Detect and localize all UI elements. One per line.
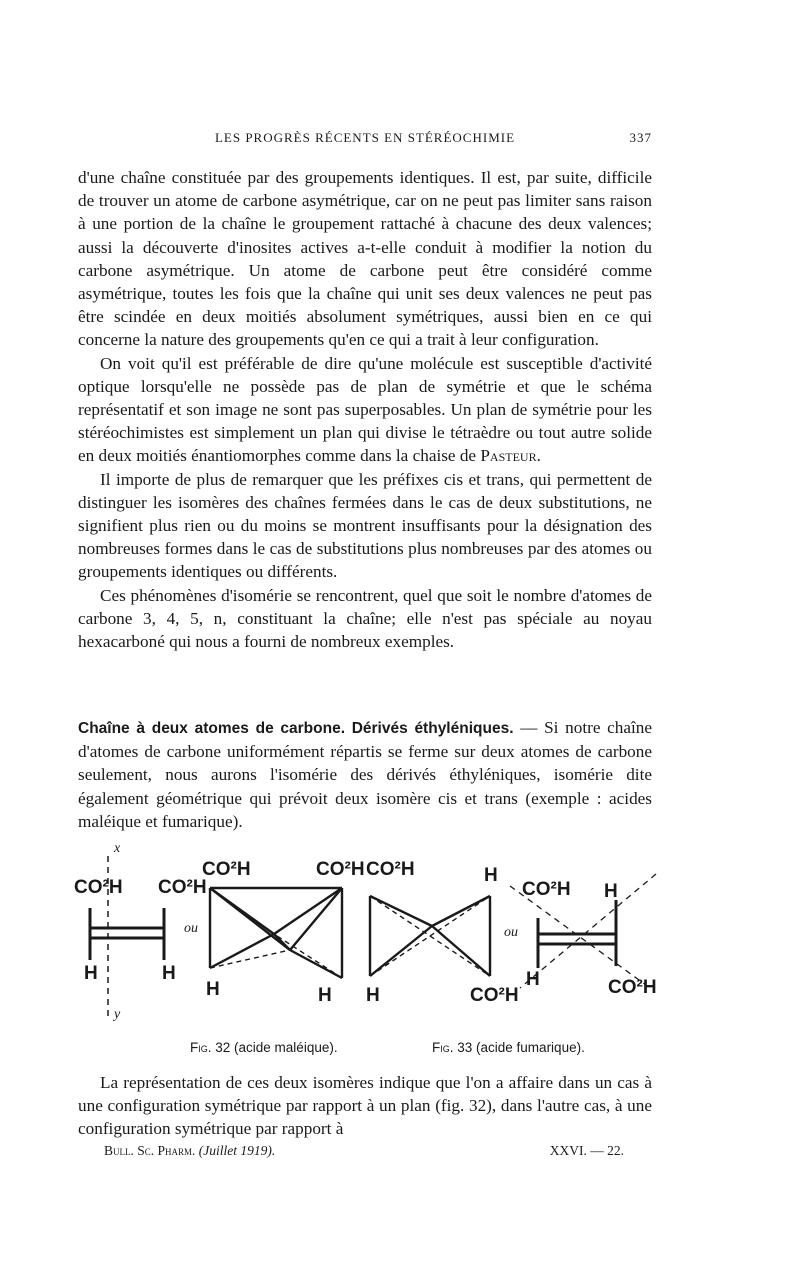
axis-label-top: x: [114, 841, 121, 856]
fig32-tetrahedra: [210, 888, 342, 978]
fig32-tetra-h-right: H: [318, 985, 332, 1006]
fig32-right-co2h: CO²H: [158, 877, 207, 898]
closing-text: [78, 1071, 652, 1141]
edge: [210, 934, 274, 968]
fig33-tetra-co2h-bottom: CO²H: [470, 985, 519, 1006]
fig33-planar-h-top: H: [604, 881, 618, 902]
edge: [290, 950, 342, 978]
fig33-tetra-h-top: H: [484, 865, 498, 886]
fig33-planar-h-bottom: H: [526, 969, 540, 990]
footer-journal: Bull. Sc. Pharm.: [104, 1143, 196, 1158]
edge: [210, 888, 290, 950]
paragraph-3: Il importe de plus de remarquer que les préfixes cis et trans, qui permettent de distinguer les isomères des chaînes fermées dans le cas de deux substitutions, ne signifient plus rien ou du moins se montrent insuffisants pour la désignation des nombreuses formes dans le cas de substitutions plus nombreuses par des atomes ou groupements identiques ou différents.: [78, 469, 652, 582]
fig33-ou: ou: [504, 925, 518, 940]
fig33-tetra-h-bottom: H: [366, 985, 380, 1006]
fig32-tetra-h-left: H: [206, 979, 220, 1000]
section-paragraph: [78, 716, 652, 833]
fig32-caption: [190, 1040, 338, 1055]
footer-date: (Juillet 1919).: [198, 1143, 276, 1158]
fig32-ou: ou: [184, 921, 198, 936]
fig33-planar-co2h-top: CO²H: [522, 879, 571, 900]
hidden-edge: [210, 950, 290, 968]
axis-label-bottom: y: [114, 1007, 121, 1022]
section-text: — Si notre chaîne d'atomes de carbone uniformément répartis se ferme sur deux atomes de carbone seulement, nous aurons l'isomérie des dérivés éthyléniques, isomérie dite également géométrique qui prévoit deux isomère cis et trans (exemple : acides maléique et fumarique).: [78, 718, 652, 831]
fig32-tetra-co2h-right: CO²H: [316, 859, 365, 880]
edge: [370, 896, 432, 926]
fig33-caption-text: 33 (acide fumarique).: [457, 1040, 585, 1055]
fig32-caption-text: 32 (acide maléique).: [215, 1040, 338, 1055]
fig33-tetra-co2h-top: CO²H: [366, 859, 415, 880]
fig32-tetra-co2h-left: CO²H: [202, 859, 251, 880]
fig32-caption-prefix: Fig.: [190, 1040, 212, 1055]
edge: [432, 896, 490, 926]
closing-paragraph: La représentation de ces deux isomères indique que l'on a affaire dans un cas à une configuration symétrique par rapport à un plan (fig. 32), dans l'autre cas, à une configuration symétrique par rapport à: [78, 1073, 652, 1139]
fig32-left-h: H: [84, 963, 98, 984]
fig32-right-h: H: [162, 963, 176, 984]
section-heading: Chaîne à deux atomes de carbone. Dérivés éthyléniques.: [78, 720, 514, 737]
running-head: [78, 130, 652, 150]
edge: [370, 926, 432, 976]
section-ethylenic: [78, 716, 652, 833]
fig33-caption: [432, 1040, 585, 1055]
pasteur-name: Pasteur.: [480, 446, 541, 466]
body-text: [78, 166, 652, 653]
paragraph-4: Ces phénomènes d'isomérie se rencontrent, quel que soit le nombre d'atomes de carbone 3, 4, 5, n, constituant la chaîne; elle n'est pas spéciale au noyau hexacarboné qui nous a fourni de nombreux exemples.: [78, 585, 652, 652]
fig32-left-co2h: CO²H: [74, 877, 123, 898]
running-title: LES PROGRÈS RÉCENTS EN STÉRÉOCHIMIE: [214, 130, 516, 145]
fig33-caption-prefix: Fig.: [432, 1040, 454, 1055]
fig33-planar-co2h-bottom: CO²H: [608, 977, 657, 998]
footer-citation: [104, 1143, 275, 1159]
paragraph-1: d'une chaîne constituée par des groupements identiques. Il est, par suite, difficile de trouver un atome de carbone asymétrique, car on ne peut pas limiter sans raison à une portion de la chaîne le groupement rattaché à chacune des deux valences; aussi la découverte d'inosites actives a-t-elle conduit à modifier la notion du carbone asymétrique. Un atome de carbone peut être considéré comme asymétrique, toutes les fois que la chaîne qui unit ses deux valences ne peut pas être scindée en deux moitiés absolument symétriques, aussi bien en ce qui concerne la nature des groupements qu'en ce qui a trait à leur configuration.: [78, 168, 652, 350]
edge: [432, 926, 490, 976]
footer-signature: XXVI. — 22.: [549, 1143, 624, 1158]
fig33-tetrahedra: [370, 896, 490, 976]
paragraph-2: [78, 352, 652, 468]
paragraph-2-text: On voit qu'il est préférable de dire qu'une molécule est susceptible d'activité optique lorsqu'elle ne possède pas de plan de symétrie et que le schéma représentatif et son image ne sont pas superposables. Un plan de symétrie pour les stéréochimistes est simplement un plan qui divise le tétraèdre ou tout autre solide en deux moitiés énantiomorphes comme dans la chaise de: [78, 353, 652, 466]
figure-area: [60, 838, 700, 1038]
page-number: 337: [629, 130, 652, 145]
